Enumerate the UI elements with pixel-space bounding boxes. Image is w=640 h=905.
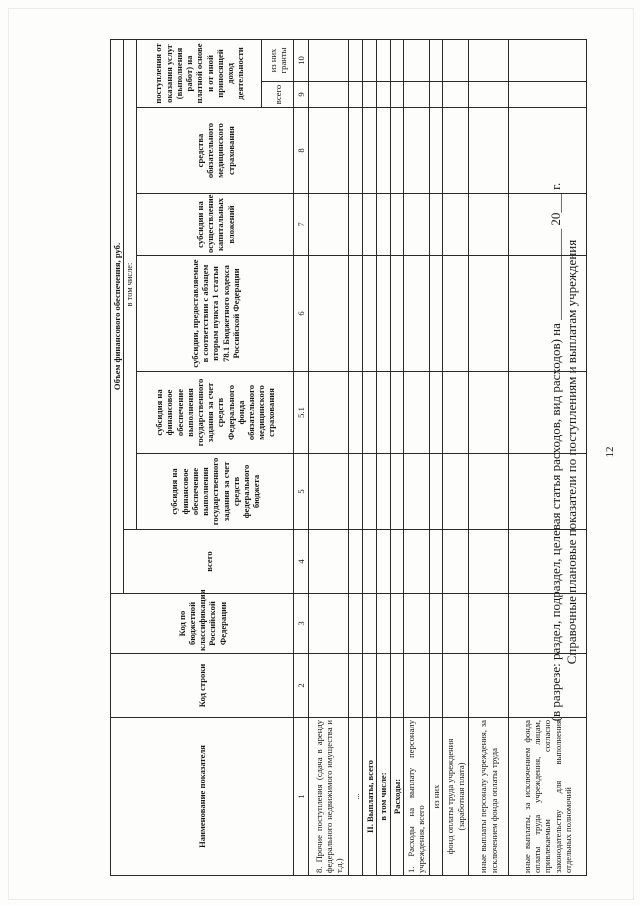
column-number-9: 9 xyxy=(294,82,309,108)
header-line-code: Код строки xyxy=(111,654,294,718)
table-row xyxy=(349,39,363,875)
column-number-2: 2 xyxy=(294,654,309,718)
row-label-other-staff-payments: иные выплаты персоналу учреждения, за исключением фонда оплаты труда xyxy=(469,718,509,876)
row-label-staff-expenses: 1. Расходы на выплату персоналу учреждения, всего xyxy=(403,718,429,876)
column-number-7: 7 xyxy=(294,194,309,256)
row-label-ellipsis: ... xyxy=(349,718,363,876)
header-subsidy-medical-fund: субсидия на финансовое обеспечение выполнения государственного задания за счет средств Федерального фонда обязательного медицинского страхования xyxy=(137,372,294,454)
column-number-8: 8 xyxy=(294,108,309,194)
row-label-other-payments-engaged: иные выплаты, за исключением фонда оплаты труда учреждения, лицам, привлекаемым согласно законодательству для выполнения отдельных полномочий xyxy=(509,718,587,876)
column-number-3: 3 xyxy=(294,594,309,654)
header-paid-services: поступления от оказания услуг (выполнения работ) на платной основе и от иной приносящей доход деятельности xyxy=(137,39,262,107)
header-paid-total: всего xyxy=(262,82,294,108)
form-subtitle: (в разрезе: раздел, подраздел, целевая статья расходов, вид расходов) на ______________ 20___ г. xyxy=(548,182,563,722)
header-budget-classification-code: Код по бюджетной классификации Российской Федерации xyxy=(111,594,294,654)
column-number-5-1: 5.1 xyxy=(294,372,309,454)
header-total: всего xyxy=(124,530,294,594)
table-row xyxy=(469,39,509,875)
header-subsidy-article-78-1: субсидии, предоставляемые в соответствии с абзацем вторым пункта 1 статьи 78.1 Бюджетного кодекса Российской Федерации xyxy=(137,256,294,372)
header-indicator-name: Наименование показателя xyxy=(111,718,294,876)
column-number-5: 5 xyxy=(294,454,309,530)
header-subsidy-state-task: субсидия на финансовое обеспечение выполнения государственного задания за счет средств федерального бюджета xyxy=(137,454,294,530)
header-in-that-number: в том числе: xyxy=(124,39,137,529)
row-label-other-receipts: 8. Прочие поступления (сдача в аренду федерального недвижимого имущества и т.д.) xyxy=(309,718,349,876)
column-number-6: 6 xyxy=(294,256,309,372)
table-row xyxy=(403,39,429,875)
table-row xyxy=(363,39,377,875)
plan-indicators-table xyxy=(110,39,587,876)
page-number: 12 xyxy=(604,446,616,458)
row-label-payments-total: II. Выплаты, всего xyxy=(363,718,377,876)
column-number-10: 10 xyxy=(294,39,309,81)
header-oms-funds: средства обязательного медицинского страхования xyxy=(137,108,294,194)
table-row xyxy=(309,39,349,875)
column-number-4: 4 xyxy=(294,530,309,594)
row-label-payroll-fund: фонд оплаты труда учреждения (заработная плата) xyxy=(443,718,469,876)
row-label-of-them: из них xyxy=(429,718,442,876)
header-paid-grants: из них гранты xyxy=(262,39,294,81)
table-row xyxy=(509,39,587,875)
table-row xyxy=(390,39,403,875)
header-financial-volume: Объем финансового обеспечения, руб. xyxy=(111,39,124,593)
row-label-expenses: Расходы: xyxy=(390,718,403,876)
form-title: Справочные плановые показатели по поступлениям и выплатам учреждения xyxy=(564,239,579,665)
table-row xyxy=(429,39,442,875)
column-number-1: 1 xyxy=(294,718,309,876)
row-label-including: в том числе: xyxy=(377,718,390,876)
header-subsidy-capital-investments: субсидии на осуществление капитальных вложений xyxy=(137,194,294,256)
table-row xyxy=(377,39,390,875)
table-row xyxy=(443,39,469,875)
